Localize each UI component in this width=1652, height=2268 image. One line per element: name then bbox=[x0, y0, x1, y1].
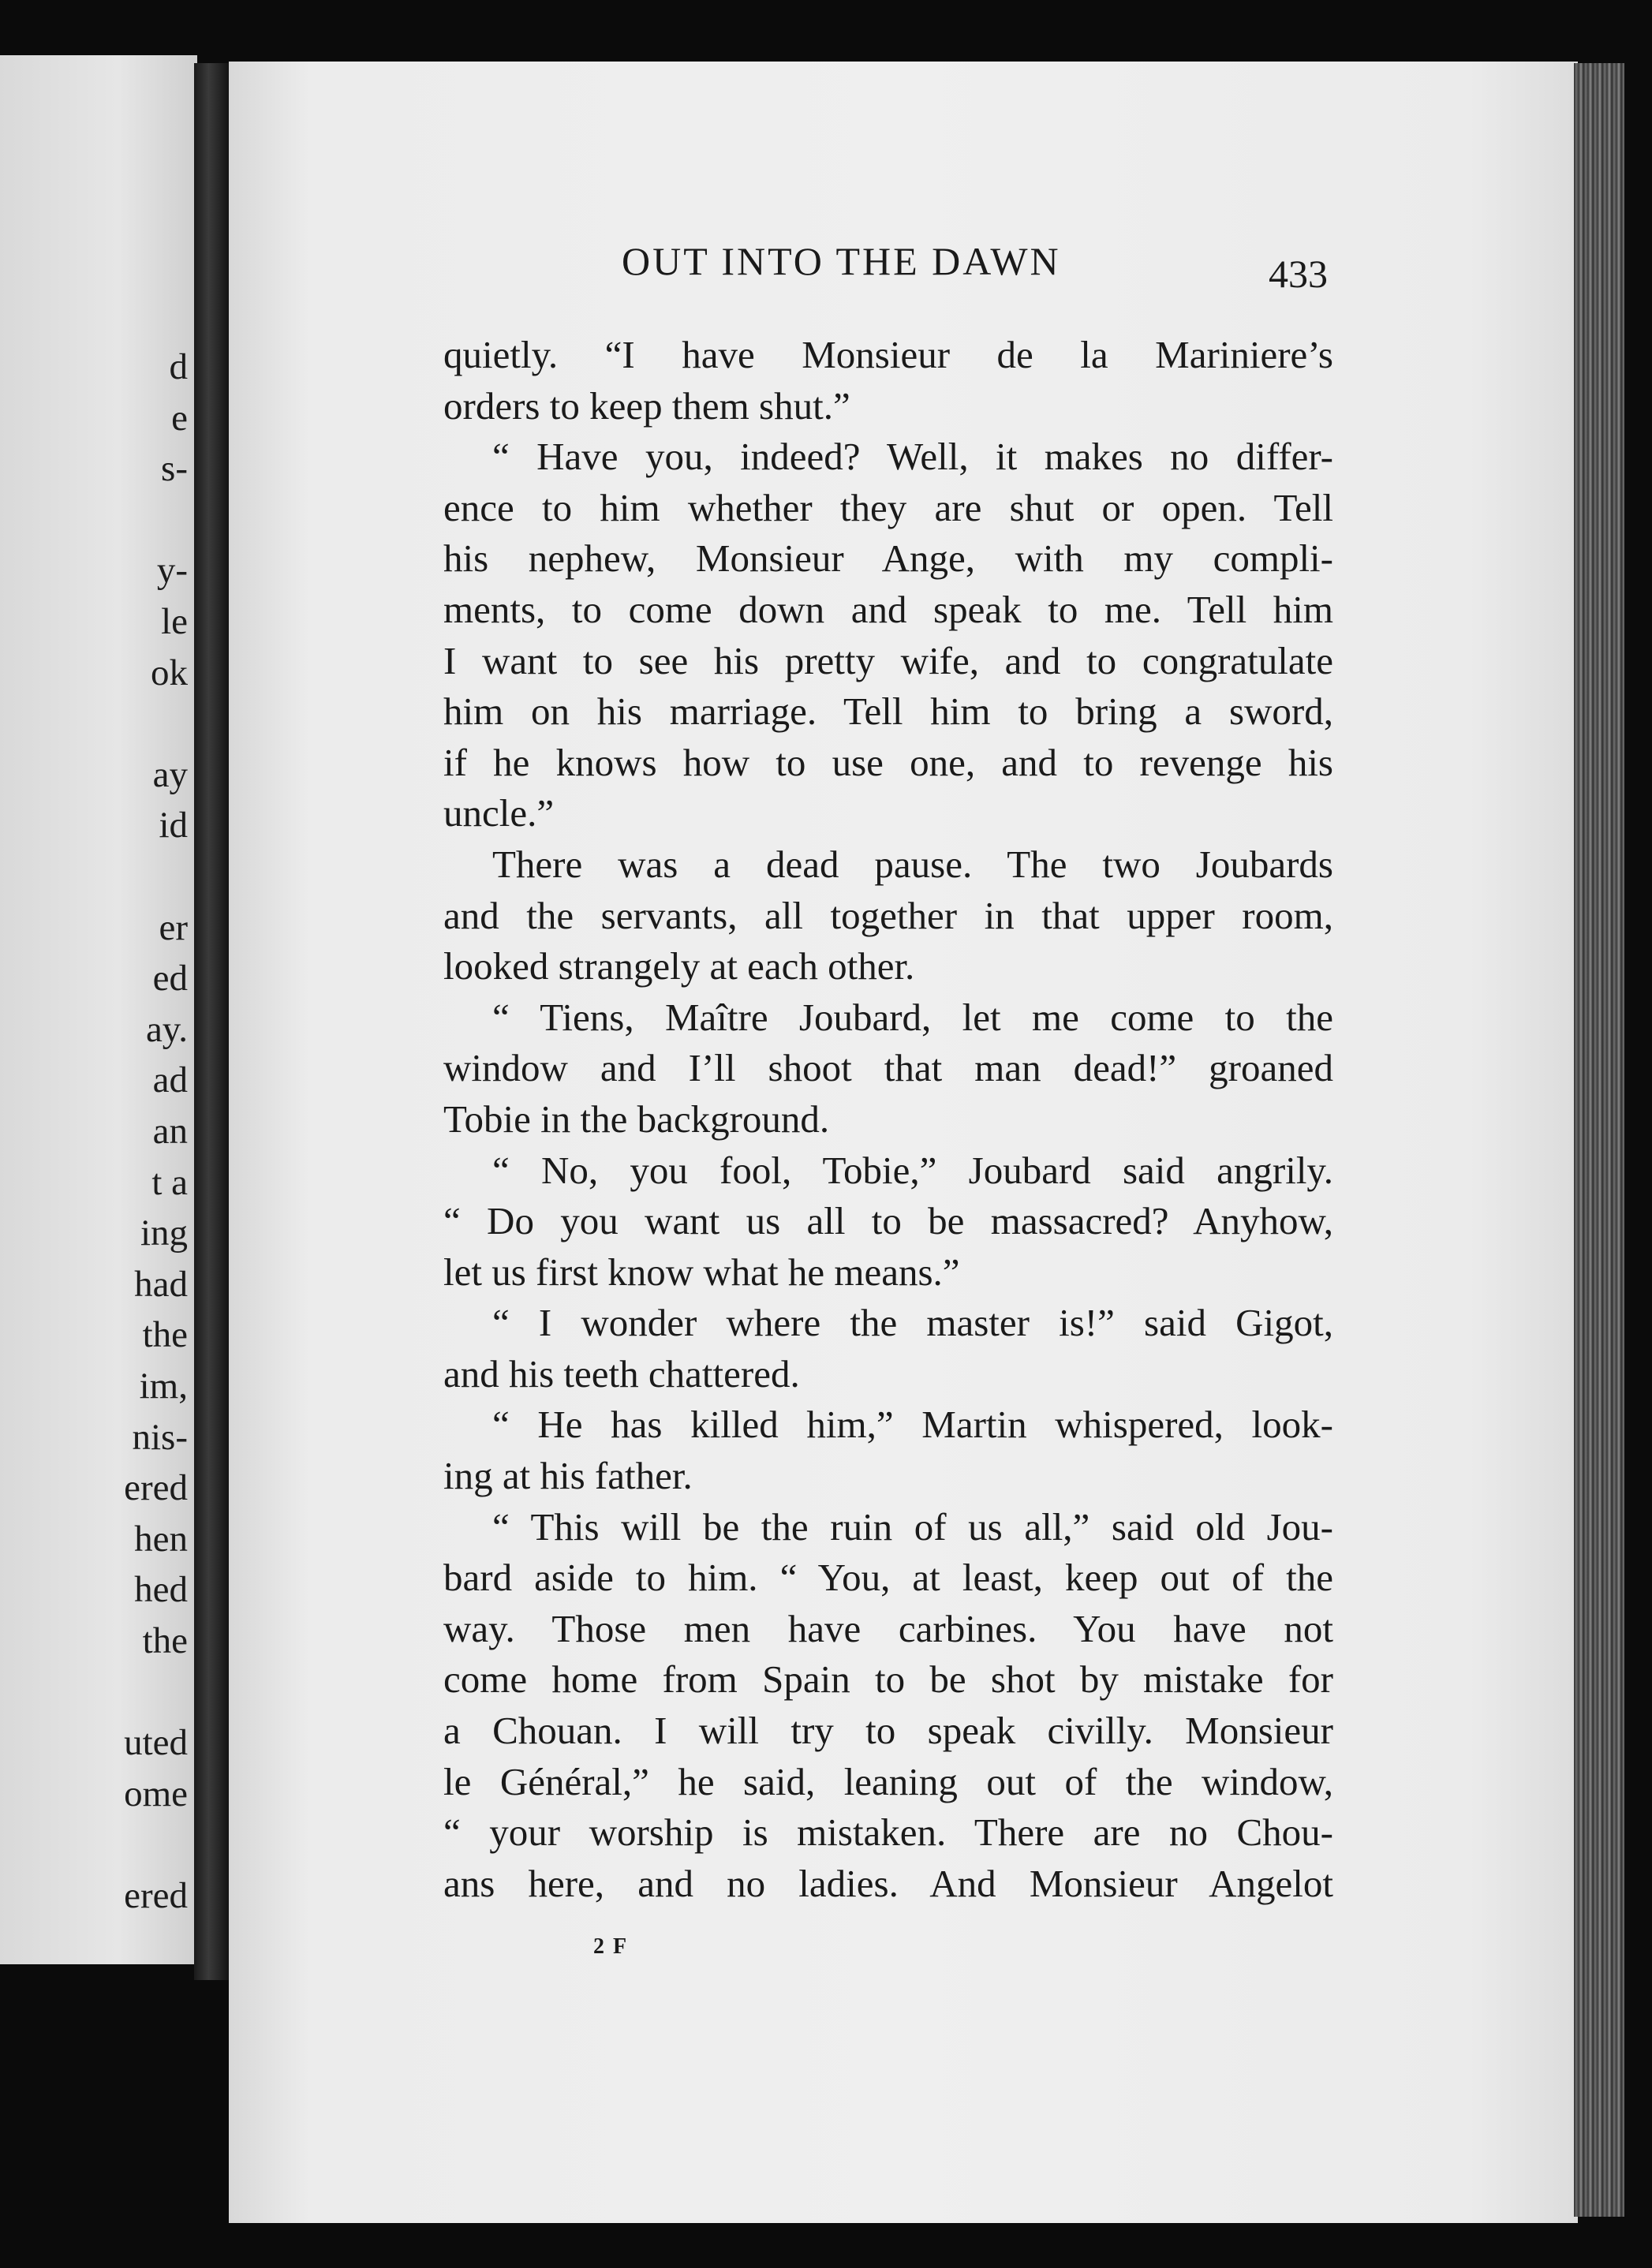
left-page-fragment: an bbox=[152, 1111, 188, 1152]
running-head: OUT INTO THE DAWN bbox=[622, 239, 1061, 283]
text-line: him on his marriage. Tell him to bring a sword, bbox=[443, 689, 1333, 734]
text-line: ing at his father. bbox=[443, 1454, 693, 1498]
left-page-fragment: y- bbox=[156, 550, 188, 592]
left-page-fragment: ay. bbox=[145, 1008, 188, 1050]
left-page-fragment: t a bbox=[151, 1161, 188, 1203]
left-page-fragment: uted bbox=[124, 1722, 188, 1764]
left-page-fragment: im, bbox=[139, 1366, 188, 1407]
left-page-fragment: hen bbox=[134, 1518, 188, 1560]
text-line: “ I wonder where the master is!” said Gigot, bbox=[492, 1301, 1333, 1345]
text-line: “ He has killed him,” Martin whispered, look- bbox=[492, 1403, 1333, 1447]
text-line: his nephew, Monsieur Ange, with my compli- bbox=[443, 536, 1333, 581]
text-line: come home from Spain to be shot by mistake for bbox=[443, 1657, 1333, 1702]
text-line: and the servants, all together in that upper room, bbox=[443, 893, 1333, 937]
body-text bbox=[443, 330, 1333, 1909]
left-page-fragment: ed bbox=[152, 958, 188, 999]
text-line: and his teeth chattered. bbox=[443, 1351, 800, 1396]
left-page-fragment: hed bbox=[134, 1569, 188, 1611]
left-page-fragment: er bbox=[159, 906, 188, 948]
previous-page-edge bbox=[0, 55, 197, 1964]
left-page-fragment: the bbox=[142, 1314, 188, 1356]
page-stack-edge bbox=[1574, 63, 1624, 2217]
text-line: bard aside to him. “ You, at least, keep out of the bbox=[443, 1556, 1333, 1600]
page-number: 433 bbox=[1269, 252, 1328, 296]
left-page-fragment: s- bbox=[161, 448, 188, 490]
book-gutter bbox=[194, 63, 230, 1980]
text-line: ments, to come down and speak to me. Tell him bbox=[443, 587, 1333, 631]
left-page-fragment: had bbox=[134, 1263, 188, 1305]
signature-mark: 2 F bbox=[593, 1934, 629, 1959]
text-line: way. Those men have carbines. You have not bbox=[443, 1606, 1333, 1650]
text-line: uncle.” bbox=[443, 791, 555, 835]
text-line: quietly. “I have Monsieur de la Mariniere’s bbox=[443, 333, 1333, 376]
text-line: ence to him whether they are shut or open. Tell bbox=[443, 485, 1333, 529]
text-line: looked strangely at each other. bbox=[443, 944, 915, 988]
text-line: “ This will be the ruin of us all,” said old Jou- bbox=[492, 1504, 1333, 1549]
left-page-fragment: ing bbox=[140, 1212, 188, 1254]
text-line: There was a dead pause. The two Joubards bbox=[492, 842, 1333, 886]
text-line: orders to keep them shut.” bbox=[443, 383, 850, 428]
left-page-fragment: e bbox=[171, 397, 188, 439]
left-page-fragment: ad bbox=[152, 1059, 188, 1101]
left-page-fragment: ome bbox=[124, 1773, 188, 1814]
text-line: ans here, and no ladies. And Monsieur Angelot bbox=[443, 1861, 1333, 1905]
left-page-fragment: ay bbox=[152, 753, 188, 795]
text-line: a Chouan. I will try to speak civilly. Monsieur bbox=[443, 1709, 1333, 1753]
text-line: “ Do you want us all to be massacred? Anyhow, bbox=[443, 1199, 1333, 1243]
text-line: le Général,” he said, leaning out of the window, bbox=[443, 1759, 1333, 1803]
text-line: “ No, you fool, Tobie,” Joubard said angrily. bbox=[492, 1148, 1333, 1192]
text-line: let us first know what he means.” bbox=[443, 1250, 960, 1294]
left-page-fragment: ered bbox=[124, 1467, 188, 1509]
text-line: window and I’ll shoot that man dead!” groaned bbox=[443, 1046, 1333, 1090]
left-page-fragment: nis- bbox=[132, 1416, 188, 1458]
text-line: Tobie in the background. bbox=[443, 1097, 830, 1141]
left-page-fragment: the bbox=[142, 1620, 188, 1661]
left-page-fragment: d bbox=[169, 346, 188, 387]
text-line: if he knows how to use one, and to revenge his bbox=[443, 740, 1333, 784]
left-page-fragment: le bbox=[161, 601, 188, 642]
text-line: “ Tiens, Maître Joubard, let me come to the bbox=[492, 995, 1333, 1039]
left-page-fragment: ok bbox=[151, 652, 188, 693]
text-line: “ your worship is mistaken. There are no Chou- bbox=[443, 1810, 1333, 1855]
text-line: “ Have you, indeed? Well, it makes no differ- bbox=[492, 435, 1333, 479]
text-line: I want to see his pretty wife, and to congratulate bbox=[443, 638, 1333, 682]
left-page-fragment: id bbox=[159, 805, 188, 846]
left-page-fragment: ered bbox=[124, 1875, 188, 1916]
